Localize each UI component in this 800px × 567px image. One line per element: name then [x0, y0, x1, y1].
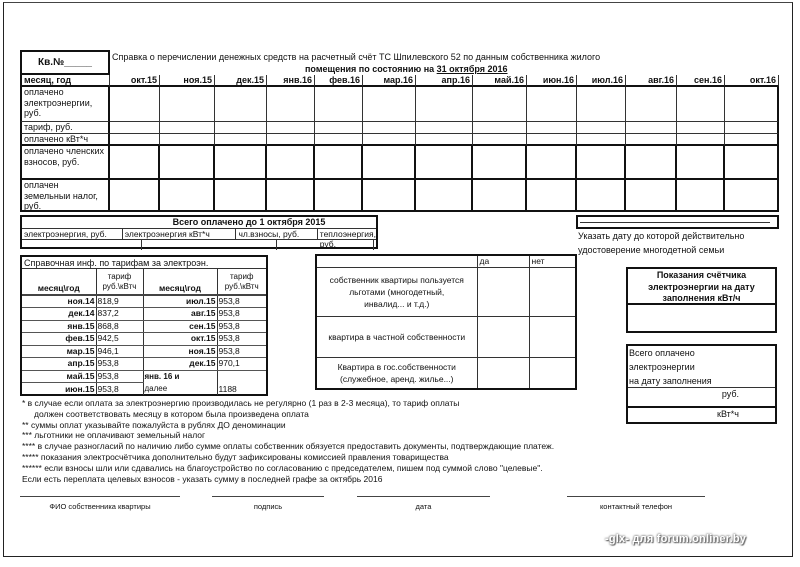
input-cell[interactable] [677, 180, 725, 212]
input-cell[interactable] [416, 146, 473, 180]
row-paid-electricity [20, 87, 779, 122]
yes-checkbox-cell[interactable] [477, 358, 529, 388]
status-label: квартира в частной собственности [317, 317, 477, 358]
tariff-last-value: 1188 [218, 384, 237, 394]
month-header: фев.16 [315, 75, 363, 87]
no-column-header: нет [529, 256, 575, 267]
input-cell[interactable] [527, 146, 577, 180]
footnote: * в случае если оплата за электроэнергию производилась не регулярно (1 раз в 2-3 месяца), то тариф оплаты [22, 398, 460, 408]
input-cell[interactable] [527, 122, 577, 134]
signature-label: подпись [253, 502, 283, 511]
input-cell[interactable] [527, 134, 577, 146]
ownership-status-table [315, 254, 577, 390]
status-label: собственник квартиры пользуется льготами (многодетный, инвалид... и т.д.) [317, 267, 477, 317]
input-cell[interactable] [215, 122, 267, 134]
footnote: **** в случае разногласий по наличию либо сумме оплаты собственник обязуется предоставить документы, подтверждающие платеж. [22, 441, 555, 452]
owner-name-label: ФИО собственника квартиры [49, 502, 151, 511]
input-cell[interactable] [527, 87, 577, 122]
input-cell[interactable] [473, 87, 527, 122]
tariff-row: янв.15 868,8 сен.15 953,8 [22, 320, 266, 333]
input-cell[interactable] [677, 87, 725, 122]
totals-input-heat[interactable] [374, 240, 376, 250]
footnote: должен соответствовать месяцу в котором была произведена оплата [34, 408, 309, 419]
input-cell[interactable] [160, 122, 215, 134]
input-cell[interactable] [110, 180, 160, 212]
input-cell[interactable] [416, 134, 473, 146]
input-cell[interactable] [315, 87, 363, 122]
owner-name-line[interactable] [20, 496, 180, 497]
month-header: апр.16 [416, 75, 473, 87]
footnote: ***** показания электросчётчика дополнительно будут зафиксированы комиссией правления товарищества [22, 451, 449, 462]
tariff-reference-table [20, 255, 268, 396]
row-membership-fees [20, 146, 779, 180]
input-cell[interactable] [267, 146, 315, 180]
input-cell[interactable] [363, 134, 416, 146]
status-row-benefits [317, 267, 575, 317]
monthly-payments-grid [20, 75, 779, 212]
input-cell[interactable] [315, 146, 363, 180]
phone-label: контактный телефон [599, 502, 673, 511]
row-label: оплачено кВт*ч [20, 134, 110, 146]
input-cell[interactable] [160, 87, 215, 122]
tariff-col-month: месяц\год [22, 269, 96, 295]
footnote: ** суммы оплат указывайте пожалуйста в рублях ДО деноминации [22, 419, 286, 430]
input-cell[interactable] [626, 134, 677, 146]
month-header: янв.16 [267, 75, 315, 87]
status-row-private [317, 317, 575, 358]
unit-rub: руб. [721, 389, 739, 399]
totals-col-label: электроэнергия кВт*ч [123, 229, 237, 239]
input-cell[interactable] [267, 180, 315, 212]
tariff-col-tariff: тариф руб.\кВтч [96, 269, 143, 295]
row-paid-kwh [20, 134, 779, 146]
tariff-row: мар.15 946,1 ноя.15 953,8 [22, 345, 266, 358]
footnotes [22, 398, 554, 484]
apartment-number-box[interactable]: Кв.№_____ [20, 50, 110, 75]
meter-reading-input[interactable] [628, 305, 775, 331]
month-header: сен.16 [677, 75, 725, 87]
input-cell[interactable] [267, 122, 315, 134]
input-cell[interactable] [577, 122, 626, 134]
total-paid-title: Всего оплачено электроэнергии на дату заполнения [628, 346, 775, 388]
input-cell[interactable] [110, 122, 160, 134]
input-cell[interactable] [363, 87, 416, 122]
input-cell[interactable] [215, 180, 267, 212]
totals-col-label: чл.взносы, руб. [236, 229, 317, 239]
input-cell[interactable] [315, 122, 363, 134]
tariff-row: дек.14 837,2 авг.15 953,8 [22, 308, 266, 321]
family-certificate-note: Указать дату до которой действительно удостоверение многодетной семьи [578, 231, 745, 255]
input-cell[interactable] [315, 134, 363, 146]
totals-input-electricity-rub[interactable] [22, 240, 142, 250]
input-cell[interactable] [577, 87, 626, 122]
total-paid-box [626, 344, 777, 424]
yes-column-header: да [477, 256, 529, 267]
input-cell[interactable] [215, 87, 267, 122]
month-header: мар.16 [363, 75, 416, 87]
input-cell[interactable] [267, 87, 315, 122]
input-cell[interactable] [215, 146, 267, 180]
input-cell[interactable] [160, 180, 215, 212]
footnote: ****** если взносы шли или сдавались на благоустройство по согласованию с председателем, пишем под суммой слово "целевые". [22, 462, 543, 473]
input-cell[interactable] [363, 146, 416, 180]
input-cell[interactable] [215, 134, 267, 146]
unit-kwh: кВт*ч [717, 409, 739, 419]
input-cell[interactable] [577, 134, 626, 146]
input-cell[interactable] [577, 180, 626, 212]
input-cell[interactable] [626, 122, 677, 134]
date-underline [580, 222, 770, 223]
month-header: окт.16 [725, 75, 779, 87]
tariff-row: июн.15 953,8 [22, 383, 266, 396]
totals-col-label: электроэнергия, руб. [22, 229, 123, 239]
input-cell[interactable] [677, 122, 725, 134]
tariff-row: фев.15 942,5 окт.15 953,8 [22, 333, 266, 346]
total-paid-rub-input[interactable] [628, 388, 775, 406]
input-cell[interactable] [110, 87, 160, 122]
input-cell[interactable] [626, 87, 677, 122]
input-cell[interactable] [626, 180, 677, 212]
input-cell[interactable] [725, 146, 779, 180]
total-paid-kwh-input[interactable] [628, 406, 775, 424]
input-cell[interactable] [416, 122, 473, 134]
input-cell[interactable] [677, 134, 725, 146]
month-header: май.16 [473, 75, 527, 87]
document-subtitle: помещения по состоянию на 31 октября 2016 [305, 64, 508, 74]
month-header: авг.16 [626, 75, 677, 87]
totals-input-electricity-kwh[interactable] [142, 240, 277, 250]
no-checkbox-cell[interactable] [529, 317, 575, 358]
input-cell[interactable] [626, 146, 677, 180]
report-date: 31 октября 2016 [436, 64, 508, 74]
tariff-row: май.15 953,8 янв. 16 и далее 1188 [22, 370, 266, 383]
totals-title: Всего оплачено до 1 октября 2015 [172, 217, 326, 227]
month-header: июн.16 [527, 75, 577, 87]
input-cell[interactable] [416, 180, 473, 212]
input-cell[interactable] [725, 134, 779, 146]
watermark: -glx- для forum.onliner.by [605, 533, 747, 545]
date-line[interactable] [357, 496, 490, 497]
phone-line[interactable] [567, 496, 705, 497]
month-header: дек.15 [215, 75, 267, 87]
input-cell[interactable] [725, 180, 779, 212]
input-cell[interactable] [363, 180, 416, 212]
input-cell[interactable] [473, 134, 527, 146]
input-cell[interactable] [160, 146, 215, 180]
tariff-col-tariff: тариф руб.\кВтч [217, 269, 266, 295]
month-header: окт.15 [110, 75, 160, 87]
totals-col-label: теплоэнергия, руб. [319, 229, 376, 249]
tariff-row: апр.15 953,8 дек.15 970,1 [22, 358, 266, 371]
month-header: ноя.15 [160, 75, 215, 87]
meter-reading-title: Показания счётчика электроэнергии на дату заполнения кВт/ч [628, 269, 775, 305]
signature-line[interactable] [212, 496, 324, 497]
row-land-tax [20, 180, 779, 212]
input-cell[interactable] [110, 134, 160, 146]
input-cell[interactable] [363, 122, 416, 134]
grid-header-label: месяц, год [20, 75, 110, 87]
yes-checkbox-cell[interactable] [477, 317, 529, 358]
input-cell[interactable] [677, 146, 725, 180]
status-row-state [317, 358, 575, 388]
row-tariff [20, 122, 779, 134]
meter-reading-box [626, 267, 777, 333]
input-cell[interactable] [473, 122, 527, 134]
row-label: оплачено членских взносов, руб. [20, 146, 110, 180]
input-cell[interactable] [577, 146, 626, 180]
no-checkbox-cell[interactable] [529, 358, 575, 388]
input-cell[interactable] [416, 87, 473, 122]
row-label: оплачено электроэнергии, руб. [20, 87, 110, 122]
tariff-last-month: янв. 16 и далее [143, 370, 217, 395]
footnote: Если есть переплата целевых взносов - указать сумму в последней графе за октябрь 2016 [22, 473, 383, 484]
tariff-caption: Справочная инф. по тарифам за электроэн. [22, 257, 266, 269]
document-title: Справка о перечислении денежных средств на расчетный счёт ТС Шпилевского 52 по данным собственника жилого [112, 52, 601, 62]
input-cell[interactable] [315, 180, 363, 212]
input-cell[interactable] [267, 134, 315, 146]
month-header: июл.16 [577, 75, 626, 87]
no-checkbox-cell[interactable] [529, 267, 575, 317]
input-cell[interactable] [725, 87, 779, 122]
totals-input-membership[interactable] [277, 240, 374, 250]
row-label: тариф, руб. [20, 122, 110, 134]
totals-box [20, 215, 378, 249]
input-cell[interactable] [725, 122, 779, 134]
input-cell[interactable] [473, 146, 527, 180]
input-cell[interactable] [160, 134, 215, 146]
tariff-col-month: месяц\год [143, 269, 217, 295]
yes-checkbox-cell[interactable] [477, 267, 529, 317]
input-cell[interactable] [110, 146, 160, 180]
tariff-row: ноя.14 818,9 июл.15 953,8 [22, 295, 266, 308]
status-label: Квартира в гос.собственности (служебное, аренд. жилье...) [317, 358, 477, 388]
footnote: *** льготники не оплачивают земельный налог [22, 430, 206, 441]
date-label: дата [415, 502, 432, 511]
input-cell[interactable] [473, 180, 527, 212]
input-cell[interactable] [527, 180, 577, 212]
row-label: оплачен земельныи налог, руб. [20, 180, 110, 212]
